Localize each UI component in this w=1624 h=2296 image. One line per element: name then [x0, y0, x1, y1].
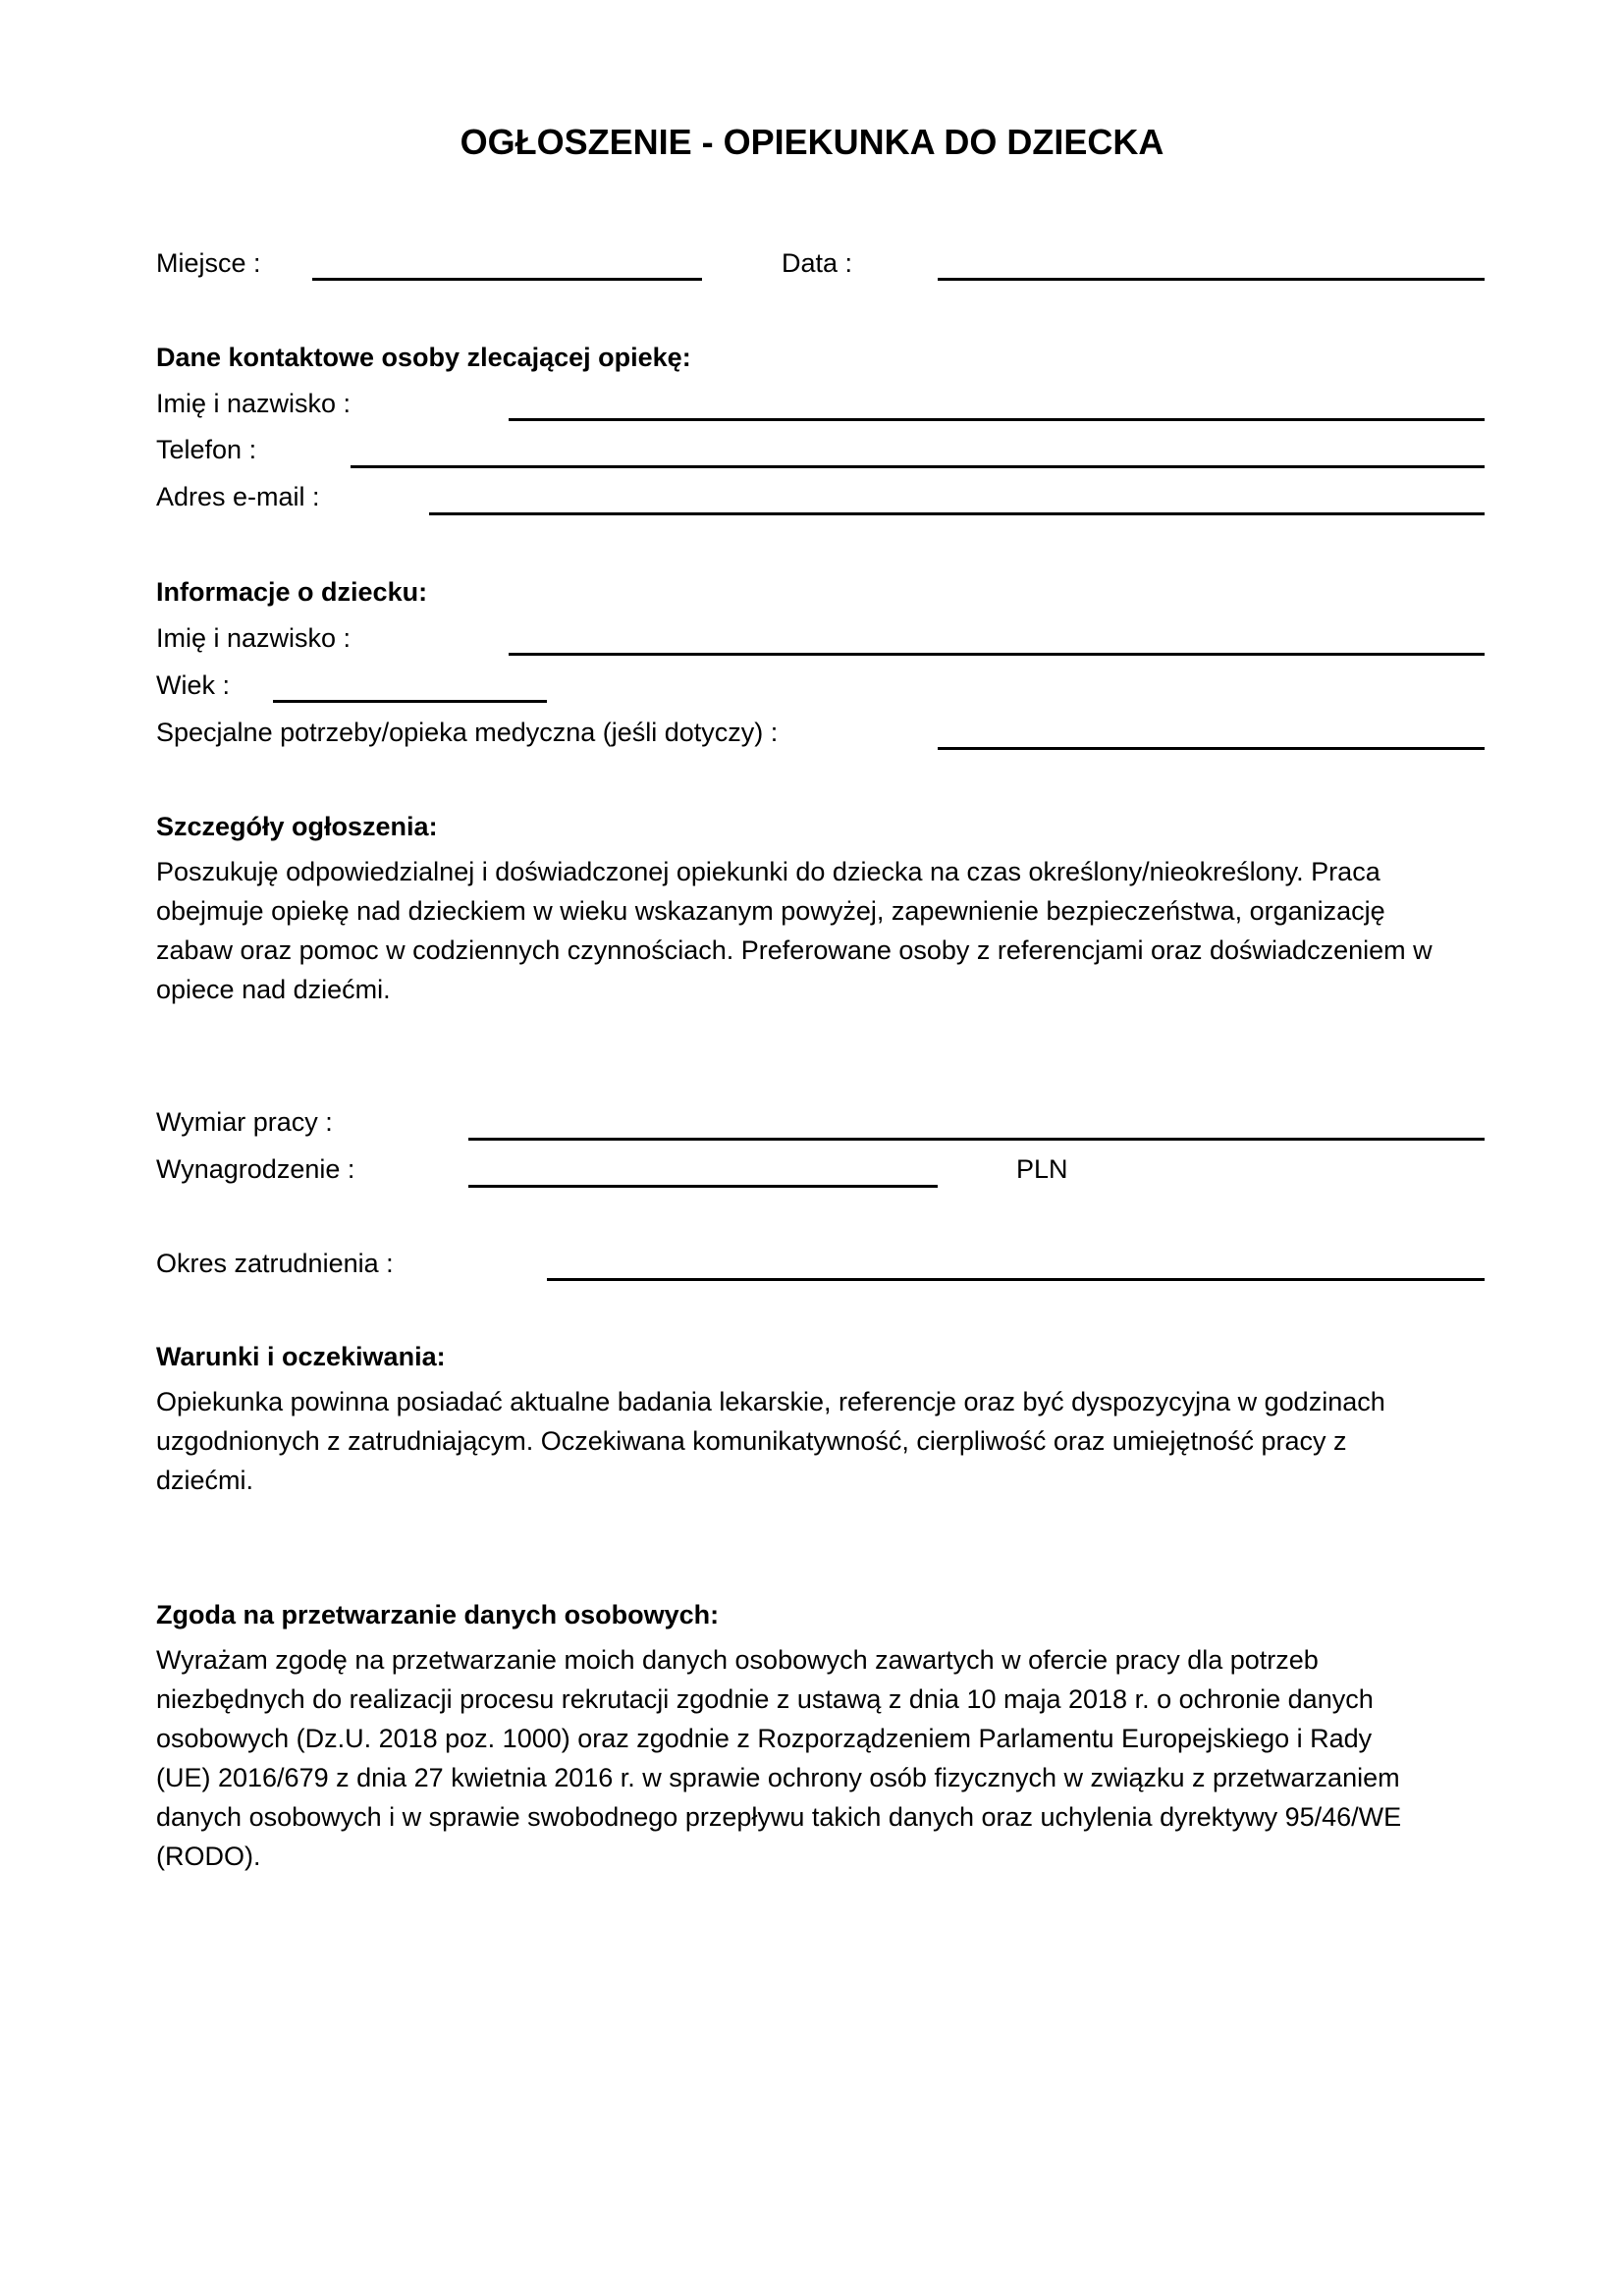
child-heading: Informacje o dziecku: — [156, 577, 428, 607]
consent-line: (UE) 2016/679 z dnia 27 kwietnia 2016 r. w sprawie ochrony osób fizycznych w związku z przetwarzaniem — [156, 1763, 1400, 1792]
consent-line: niezbędnych do realizacji procesu rekrutacji zgodnie z ustawą z dnia 10 maja 2018 r. o ochronie danych — [156, 1684, 1374, 1714]
date-field[interactable] — [938, 278, 1485, 281]
conditions-line: dziećmi. — [156, 1466, 254, 1495]
details-heading: Szczegóły ogłoszenia: — [156, 812, 438, 841]
details-paragraph — [156, 852, 1433, 1009]
contact-name-field[interactable] — [509, 418, 1485, 421]
contact-phone-label: Telefon : — [156, 435, 257, 464]
place-field[interactable] — [312, 278, 702, 281]
hours-label: Wymiar pracy : — [156, 1107, 333, 1137]
consent-line: danych osobowych i w sprawie swobodnego przepływu takich danych oraz uchylenia dyrektywy 95/46/WE — [156, 1802, 1402, 1832]
document-title: OGŁOSZENIE - OPIEKUNKA DO DZIECKA — [460, 122, 1164, 162]
date-label: Data : — [782, 248, 853, 278]
consent-paragraph — [156, 1640, 1401, 1876]
conditions-heading: Warunki i oczekiwania: — [156, 1342, 446, 1371]
period-field[interactable] — [547, 1278, 1485, 1281]
salary-label: Wynagrodzenie : — [156, 1154, 355, 1184]
hours-field[interactable] — [468, 1138, 1485, 1141]
contact-email-field[interactable] — [429, 512, 1485, 515]
child-needs-label: Specjalne potrzeby/opieka medyczna (jeśli dotyczy) : — [156, 718, 779, 747]
contact-phone-field[interactable] — [351, 465, 1485, 468]
consent-line: (RODO). — [156, 1842, 261, 1871]
currency-label: PLN — [1016, 1154, 1068, 1184]
conditions-line: uzgodnionych z zatrudniającym. Oczekiwana komunikatywność, cierpliwość oraz umiejętność pracy z — [156, 1426, 1347, 1456]
conditions-line: Opiekunka powinna posiadać aktualne badania lekarskie, referencje oraz być dyspozycyjna w godzinach — [156, 1387, 1385, 1416]
child-age-field[interactable] — [273, 700, 547, 703]
child-name-field[interactable] — [509, 653, 1485, 656]
details-line: opiece nad dziećmi. — [156, 975, 391, 1004]
period-label: Okres zatrudnienia : — [156, 1249, 394, 1278]
contact-name-label: Imię i nazwisko : — [156, 389, 352, 418]
child-name-label: Imię i nazwisko : — [156, 623, 352, 653]
contact-email-label: Adres e-mail : — [156, 482, 320, 511]
details-line: Poszukuję odpowiedzialnej i doświadczonej opiekunki do dziecka na czas określony/nieokreślony. Praca — [156, 857, 1380, 886]
child-needs-field[interactable] — [938, 747, 1485, 750]
consent-line: Wyrażam zgodę na przetwarzanie moich danych osobowych zawartych w ofercie pracy dla potrzeb — [156, 1645, 1319, 1675]
contact-heading: Dane kontaktowe osoby zlecającej opiekę: — [156, 343, 691, 372]
consent-heading: Zgoda na przetwarzanie danych osobowych: — [156, 1600, 720, 1629]
details-line: obejmuje opiekę nad dzieckiem w wieku wskazanym powyżej, zapewnienie bezpieczeństwa, organizację — [156, 896, 1385, 926]
consent-line: osobowych (Dz.U. 2018 poz. 1000) oraz zgodnie z Rozporządzeniem Parlamentu Europejskiego i Rady — [156, 1724, 1373, 1753]
details-line: zabaw oraz pomoc w codziennych czynnościach. Preferowane osoby z referencjami oraz doświadczeniem w — [156, 935, 1433, 965]
salary-field[interactable] — [468, 1185, 938, 1188]
place-label: Miejsce : — [156, 248, 261, 278]
conditions-paragraph — [156, 1382, 1385, 1500]
child-age-label: Wiek : — [156, 670, 231, 700]
